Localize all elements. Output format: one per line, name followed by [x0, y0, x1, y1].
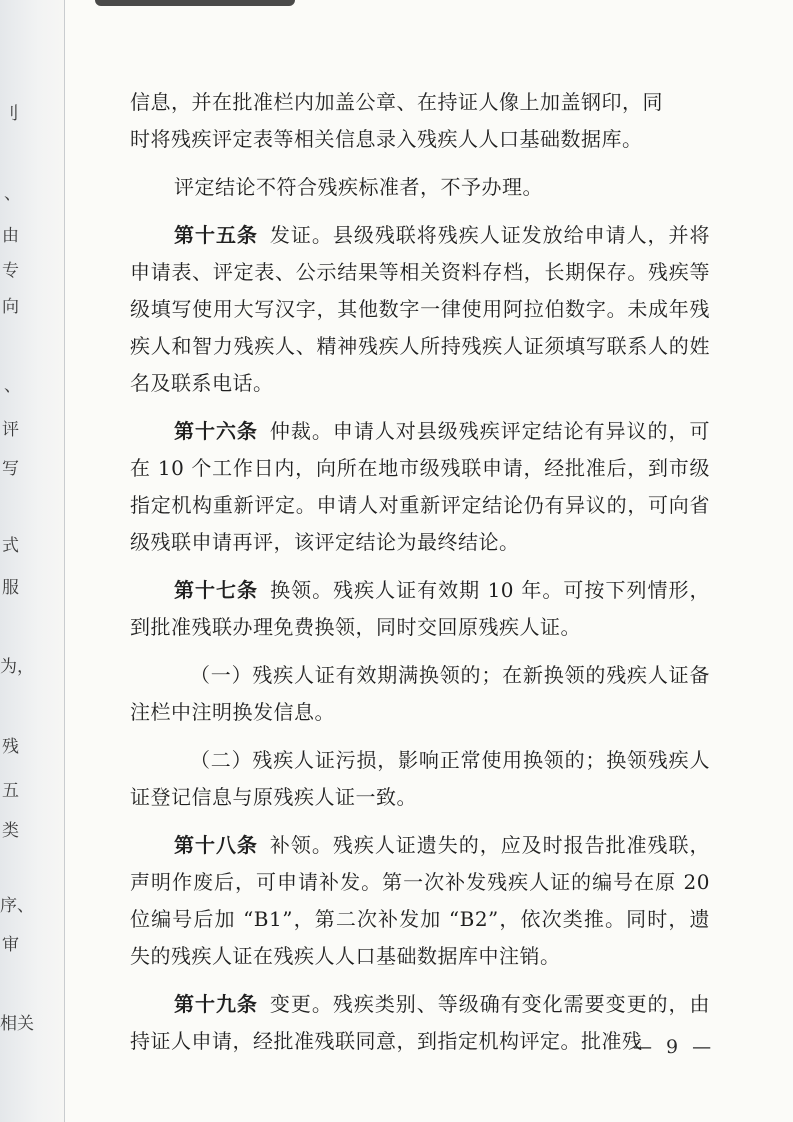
article-heading: 第十七条: [174, 578, 259, 602]
page-gutter: [64, 0, 65, 1122]
margin-char: 写: [2, 459, 19, 479]
paragraph: 评定结论不符合残疾标准者，不予办理。: [174, 175, 543, 199]
paragraph: [130, 84, 710, 158]
margin-char: 专: [2, 261, 19, 281]
margin-char: 五: [2, 781, 19, 801]
article-heading: 第十五条: [174, 223, 258, 247]
margin-char: 由: [2, 226, 19, 246]
margin-char: 、: [4, 184, 21, 204]
article-text: 补领。残疾人证遗失的，应及时报告批准残联，声明作废后，可申请补发。第一次补发残疾人证的编号在原 20 位编号后加 “B1”，第二次补发加 “B2”，依次类推。同时，遗失的残疾人证在残疾人人口基础数据库中注销。: [130, 833, 711, 968]
margin-char: 残: [2, 737, 19, 757]
document-body: [130, 84, 710, 1071]
margin-char: 刂: [2, 104, 19, 124]
article-text: 发证。县级残联将残疾人证发放给申请人，并将申请表、评定表、公示结果等相关资料存档，长期保存。残疾等级填写使用大写汉字，其他数字一律使用阿拉伯数字。未成年残疾人和智力残疾人、精神残疾人所持残疾人证须填写联系人的姓名及联系电话。: [130, 223, 711, 395]
article-heading: 第十九条: [174, 992, 258, 1016]
margin-char: 服: [2, 578, 19, 598]
article-18: [130, 827, 710, 975]
margin-char: 向: [2, 297, 19, 317]
article-17: [130, 572, 710, 646]
article-heading: 第十八条: [174, 833, 258, 857]
paragraph-line: 时将残疾评定表等相关信息录入残疾人人口基础数据库。: [130, 127, 643, 151]
article-text: 换领。残疾人证有效期 10 年。可按下列情形，到批准残联办理免费换领，同时交回原残疾人证。: [130, 578, 710, 639]
sub-item-2: （二）残疾人证污损，影响正常使用换领的；换领残疾人证登记信息与原残疾人证一致。: [130, 748, 710, 809]
margin-char: 序、: [0, 896, 34, 916]
margin-char: 相关: [0, 1014, 34, 1034]
article-heading: 第十六条: [174, 419, 258, 443]
sub-item-1: （一）残疾人证有效期满换领的；在新换领的残疾人证备注栏中注明换发信息。: [130, 663, 710, 724]
paragraph-line: 信息，并在批准栏内加盖公章、在持证人像上加盖钢印，同: [130, 90, 663, 114]
article-19: [130, 986, 710, 1060]
margin-char: 、: [4, 376, 21, 396]
margin-char: 为，: [0, 657, 34, 677]
margin-char: 类: [2, 821, 19, 841]
article-16: [130, 413, 710, 561]
article-text: 变更。残疾类别、等级确有变化需要变更的，由持证人申请，经批准残联同意，到指定机构评定。批准残: [130, 992, 711, 1053]
article-text: 仲裁。申请人对县级残疾评定结论有异议的，可在 10 个工作日内，向所在地市级残联申请，经批准后，到市级指定机构重新评定。申请人对重新评定结论仍有异议的，可向省级残联申请再评，该评定结论为最终结论。: [130, 419, 711, 554]
scan-binding-mark: [95, 0, 295, 6]
page-number: — 9 —: [633, 1036, 716, 1058]
margin-char: 审: [2, 935, 19, 955]
article-15: [130, 217, 710, 402]
margin-char: 式: [2, 536, 19, 556]
margin-char: 评: [2, 420, 19, 440]
